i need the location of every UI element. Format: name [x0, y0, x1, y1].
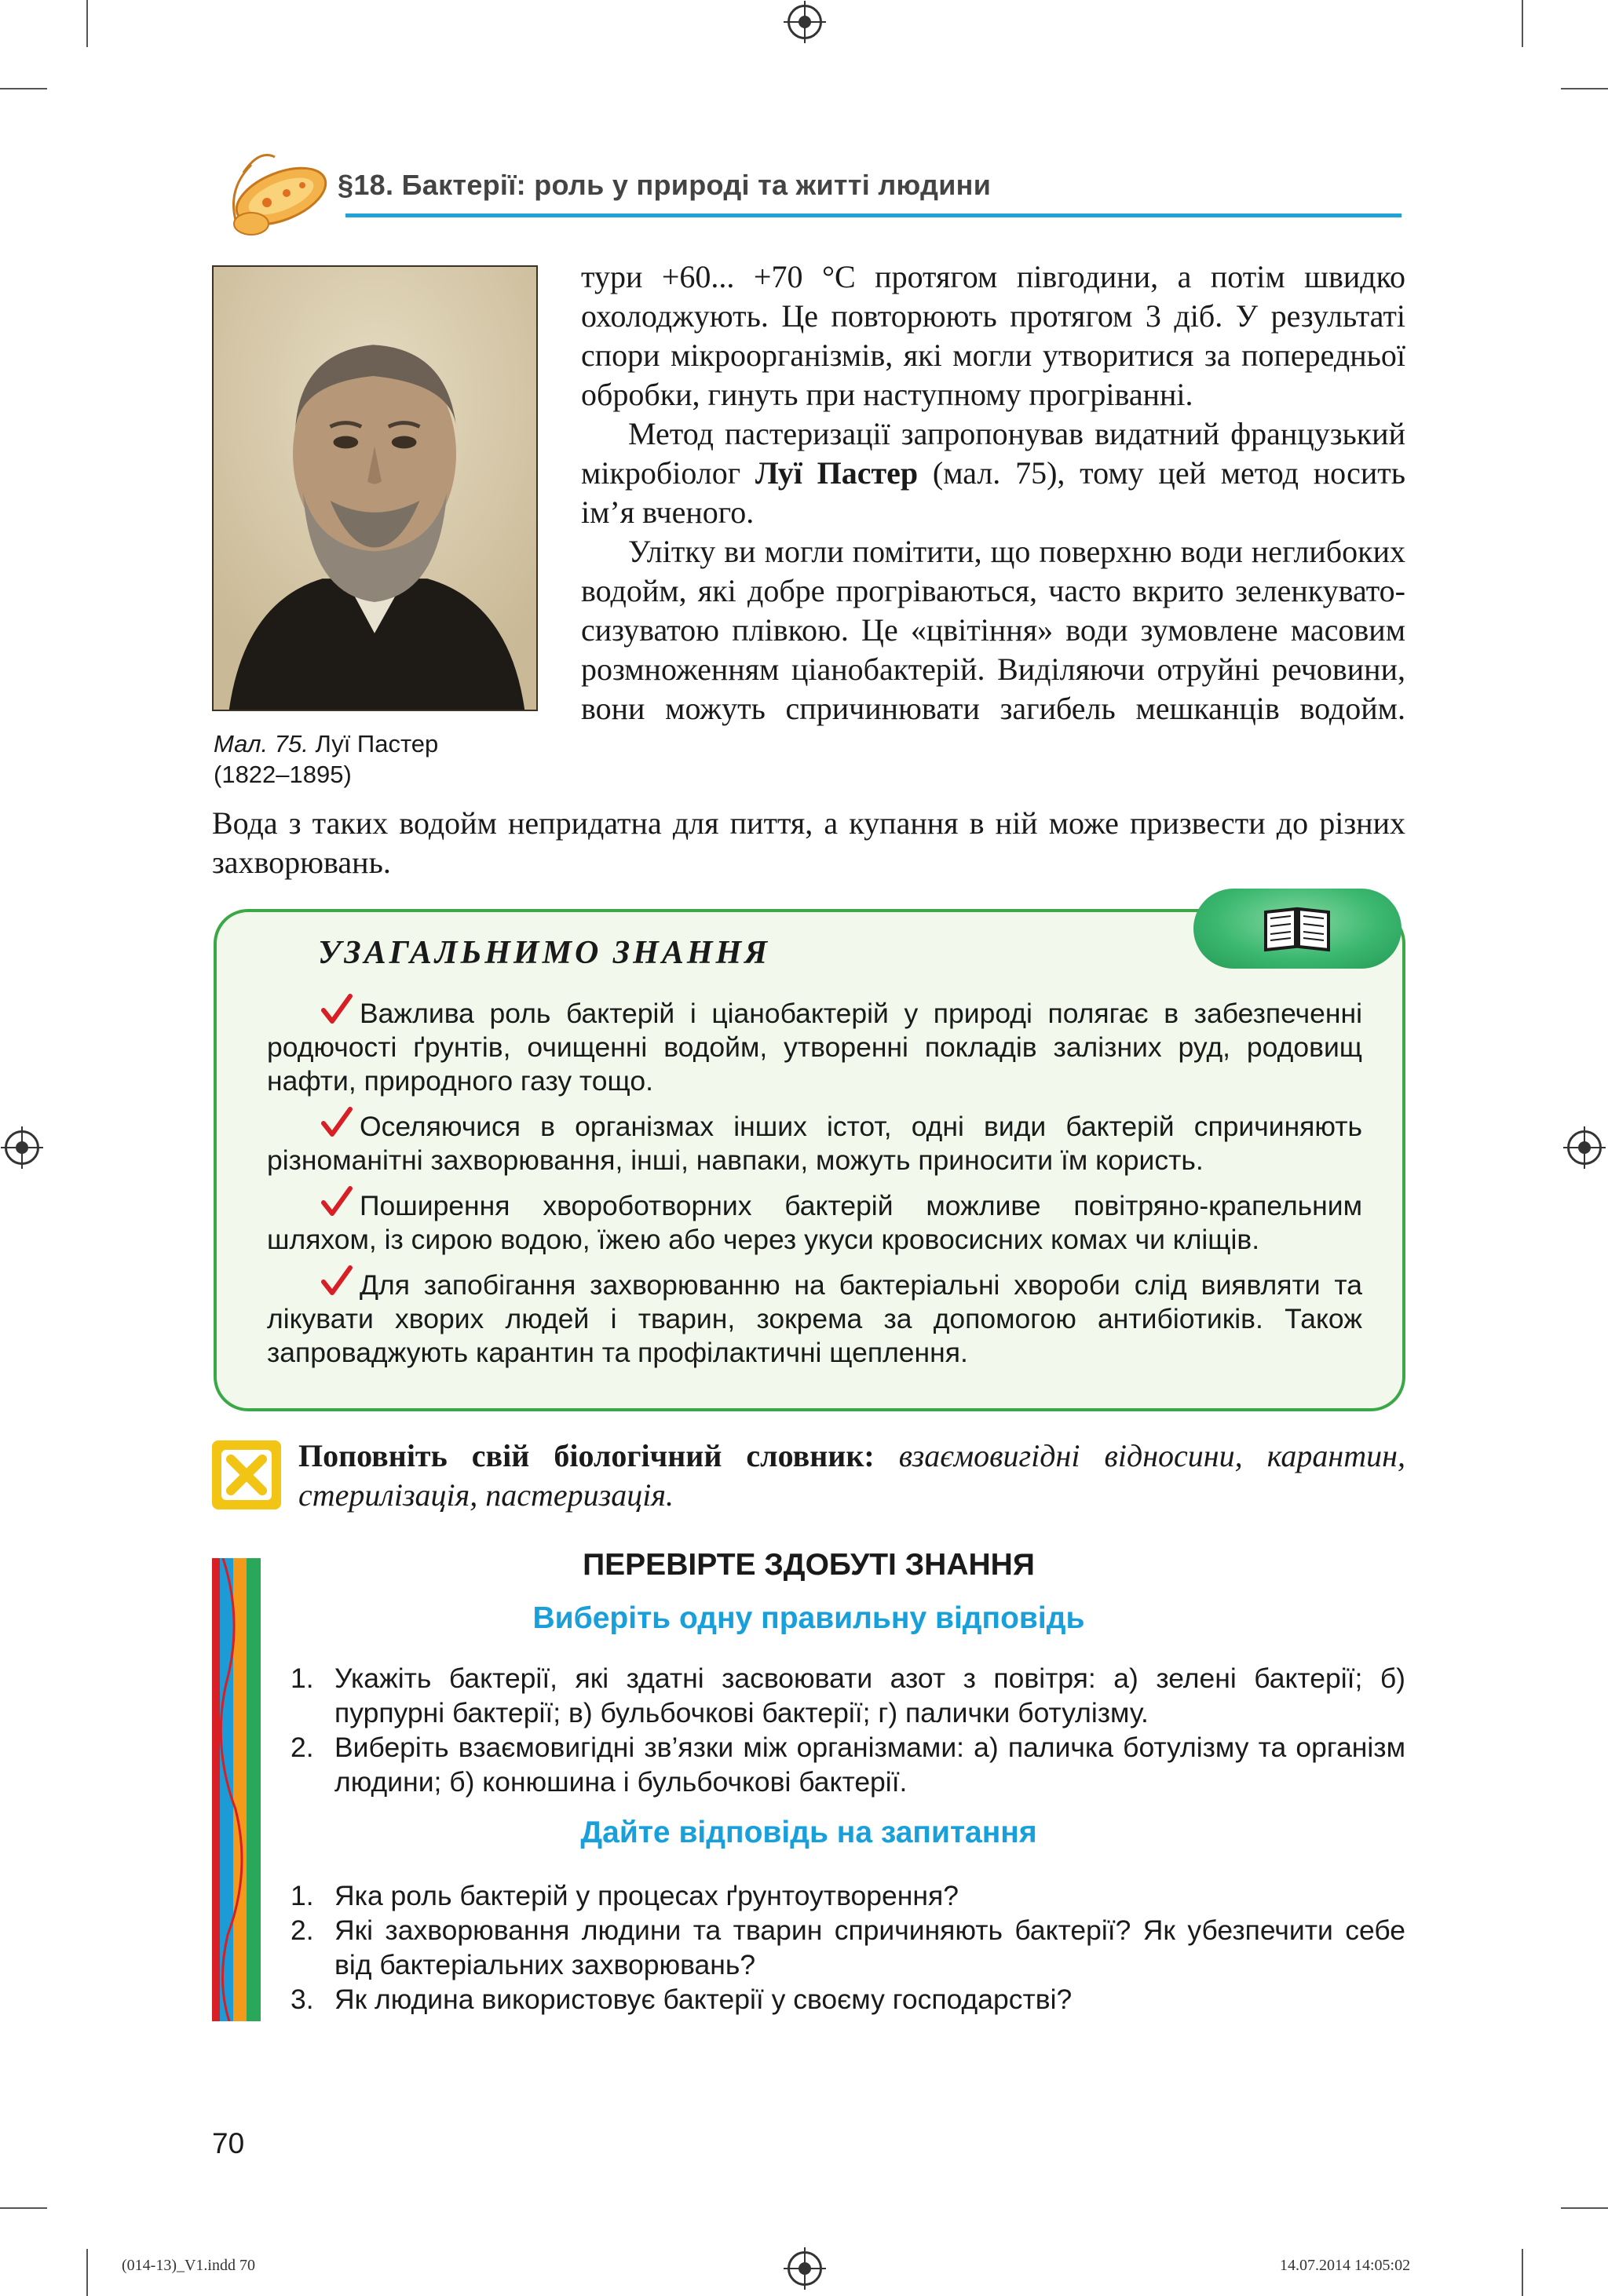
body-text-right — [581, 257, 1405, 728]
section-title: §18. Бактерії: роль у природі та житті людини — [338, 169, 992, 201]
paragraph — [581, 414, 1405, 532]
summary-tab — [1193, 889, 1402, 969]
bacteria-illustration-icon — [220, 141, 330, 243]
checkmark-icon — [320, 1265, 353, 1298]
check-title: ПЕРЕВІРТЕ ЗДОБУТІ ЗНАННЯ — [583, 1548, 1035, 1582]
question-item — [291, 1982, 1405, 2017]
paragraph: Вода з таких водойм непридатна для пиття, а купання в ній може призвести до різних захворювань. — [212, 805, 1405, 880]
dictionary-text — [298, 1436, 1405, 1515]
registration-mark-icon — [5, 1130, 39, 1165]
registration-mark-icon — [788, 2251, 822, 2286]
page-number: 70 — [212, 2127, 245, 2159]
question-item — [291, 1661, 1405, 1730]
slug-left: (014-13)_V1.indd 70 — [122, 2257, 255, 2274]
choose-heading: Виберіть одну правильну відповідь — [532, 1601, 1085, 1635]
crop-mark — [1522, 2249, 1523, 2296]
choose-list — [291, 1661, 1405, 1799]
question-text: Укажіть бактерії, які здатні засвоювати азот з повітря: а) зелені бактерії; б) пурпурні бактерії; в) бульбочкові бактерії; г) палички ботулізму. — [334, 1663, 1405, 1728]
question-number: 1. — [291, 1663, 314, 1694]
caption-name: Луї Пастер — [315, 730, 439, 757]
registration-mark-icon — [788, 5, 822, 39]
dictionary-icon — [212, 1440, 281, 1509]
question-text: Виберіть взаємовигідні зв’язки між організмами: а) паличка ботулізму та організм людини; б) конюшина і бульбочкові бактерії. — [334, 1732, 1405, 1798]
paragraph-text: (мал. 75), тому цей метод носить ім’я вченого. — [581, 455, 1405, 530]
summary-title: УЗАГАЛЬНИМО ЗНАННЯ — [318, 935, 771, 971]
crop-mark — [0, 2207, 47, 2209]
crop-mark — [1561, 2207, 1608, 2209]
question-text: Які захворювання людини та тварин спричиняють бактерії? Як убезпечити себе від бактеріальних захворювань? — [334, 1915, 1405, 1980]
answer-list — [291, 1878, 1405, 2017]
summary-item-text: Важлива роль бактерій і ціанобактерій у природі полягає в забезпеченні родючості ґрунтів, очищенні водойм, утворенні покладів залізних руд, родовищ нафти, природного газу тощо. — [267, 998, 1362, 1097]
caption-label: Мал. 75. — [214, 730, 309, 757]
summary-item-text: Поширення хвороботворних бактерій можливе повітряно-крапельним шляхом, із сирою водою, їжею або через укуси кровосисних комах чи кліщів. — [267, 1190, 1362, 1255]
paragraph: Улітку ви могли помітити, що поверхню води неглибоких водойм, які добре прогріваються, часто вкрито зеленкувато-сизуватою плівкою. Це «цвітіння» води зумовлене масовим розмноженням ціанобактерій. Виділяючи отруйні речовини, вони можуть спричинювати загибель мешканців водойм. — [581, 534, 1405, 726]
answer-heading: Дайте відповідь на запитання — [580, 1816, 1037, 1849]
summary-item — [267, 993, 1362, 1098]
summary-list — [267, 993, 1362, 1378]
question-text: Яка роль бактерій у процесах ґрунтоутворення? — [334, 1880, 959, 1911]
dictionary-label: Поповніть свій біологічний словник: — [298, 1438, 875, 1473]
book-icon — [1193, 889, 1402, 969]
figure-caption — [214, 728, 438, 790]
summary-item-text: Для запобігання захворюванню на бактеріальні хвороби слід виявляти та лікувати хворих людей і тварин, зокрема за допомогою антибіотиків. Також запроваджують карантин та профілактичні щеплення. — [267, 1269, 1362, 1368]
header-rule — [345, 214, 1402, 217]
question-text: Як людина використовує бактерії у своєму господарстві? — [334, 1984, 1073, 2015]
crop-mark — [1561, 88, 1608, 89]
question-number: 1. — [291, 1880, 314, 1911]
summary-item — [267, 1106, 1362, 1177]
pasteur-portrait — [212, 265, 538, 711]
crop-mark — [1522, 0, 1523, 47]
registration-mark-icon — [1567, 1130, 1602, 1165]
question-number: 2. — [291, 1732, 314, 1763]
checkmark-icon — [320, 993, 353, 1026]
decorative-stripes — [212, 1558, 261, 2021]
crop-mark — [0, 88, 47, 89]
slug-right: 14.07.2014 14:05:02 — [1280, 2257, 1411, 2274]
paragraph-text: Метод пастеризації запропонував видатний французький мікробіолог — [581, 416, 1405, 491]
caption-years: (1822–1895) — [214, 761, 352, 788]
question-item — [291, 1878, 1405, 1913]
question-number: 2. — [291, 1915, 314, 1946]
paragraph: тури +60... +70 °С протягом півгодини, а потім швидко охолоджують. Це повторюють протягом 3 діб. У результаті спори мікроорганізмів, які могли утворитися за попередньої обробки, гинуть при наступному прогріванні. — [581, 259, 1405, 412]
summary-item — [267, 1265, 1362, 1370]
question-item — [291, 1730, 1405, 1799]
question-item — [291, 1913, 1405, 1982]
scientist-name: Луї Пастер — [755, 455, 919, 491]
summary-item-text: Оселяючися в організмах інших істот, одні види бактерій спричиняють різноманітні захворювання, інші, навпаки, можуть приносити їм користь. — [267, 1111, 1362, 1176]
checkmark-icon — [320, 1185, 353, 1218]
checkmark-icon — [320, 1106, 353, 1139]
body-text-full — [212, 804, 1405, 882]
crop-mark — [86, 2249, 88, 2296]
crop-mark — [86, 0, 88, 47]
dictionary-terms: взаємовигідні відносини, карантин, стерилізація, пастеризація. — [298, 1438, 1405, 1513]
summary-item — [267, 1185, 1362, 1257]
question-number: 3. — [291, 1984, 314, 2015]
